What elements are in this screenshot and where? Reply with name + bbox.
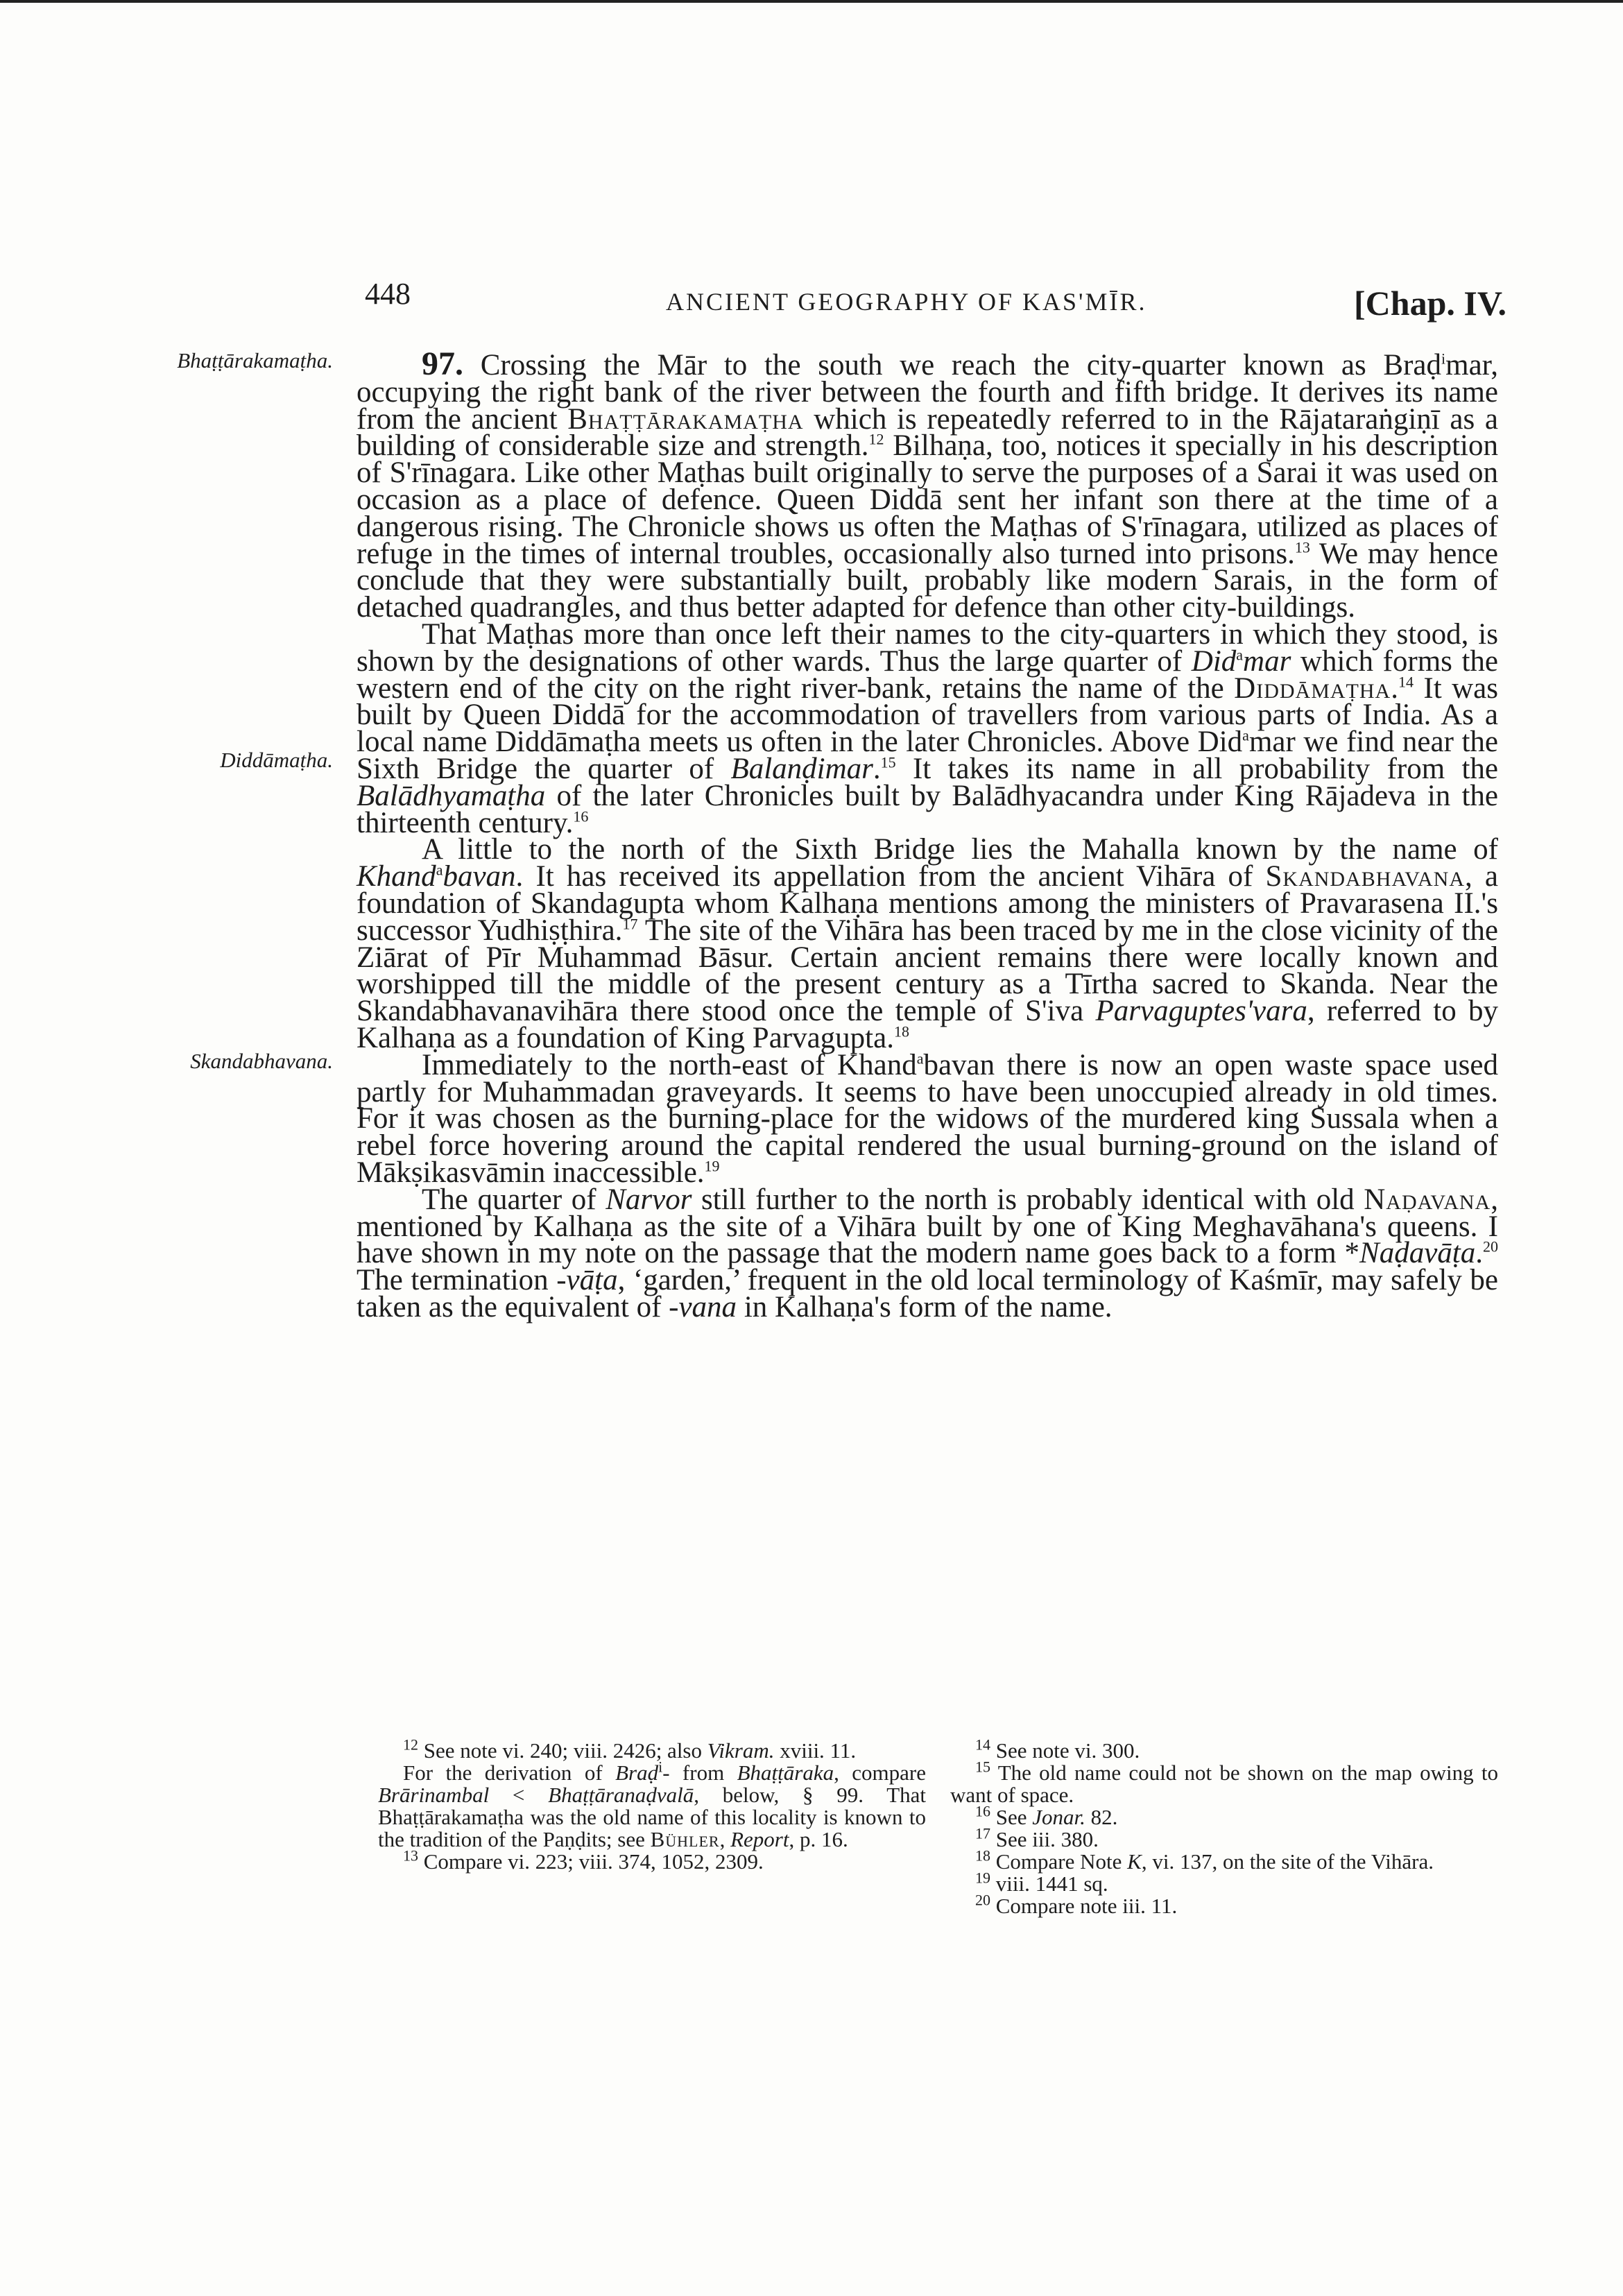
footnote-18 [950, 1847, 1498, 1874]
text: Bilhaṇa, too, notices it specially in his description of S'rīnagara. Like other Maṭhas built originally to serve the purposes of a Sarai it was used on occasion as a place of defence. Queen Diddā sent her infant son there at the time of a dangerous rising. The Chronicle shows us often the Maṭhas of S'rīnagara, utilized as places of refuge in the times of internal troubles, occasionally also turned into prisons. [357, 429, 1498, 570]
text: mar, occupying the right bank of the river between the fourth and fifth bridge. It derives its name from the ancient [357, 349, 1499, 436]
italic-text: Brārinambal [378, 1783, 490, 1807]
text: Compare note iii. 11. [995, 1894, 1178, 1918]
running-title: ANCIENT GEOGRAPHY OF KAS'MĪR. [666, 288, 1147, 316]
paragraph-diddamatha [357, 617, 1498, 839]
italic-text: Narvor [606, 1183, 692, 1216]
italic-text: Braḍ [615, 1760, 659, 1785]
text: 82. [1085, 1805, 1118, 1829]
italic-text: Report [730, 1827, 789, 1851]
footnote-ref: 15 [880, 753, 896, 771]
text: See [995, 1805, 1033, 1829]
italic-text: K [1127, 1849, 1142, 1874]
text: See iii. 380. [995, 1827, 1099, 1851]
place-name: Bhaṭṭārakamaṭha [567, 402, 804, 436]
superscript: a [436, 861, 443, 879]
text: , referred to by Kalhaṇa as a foundation of King Parvagupta. [357, 995, 1498, 1054]
superscript: a [916, 1050, 924, 1068]
footnote-12 [378, 1736, 926, 1763]
italic-text: Jonar. [1032, 1805, 1085, 1829]
text: which forms the western end of the city on the right river-bank, retains the name of the [357, 644, 1498, 705]
place-name: Naḍavana [1364, 1183, 1491, 1216]
page-number: 448 [365, 277, 411, 311]
footnote-number: 19 [975, 1869, 990, 1887]
footnote-ref: 19 [704, 1157, 720, 1175]
footnote-13 [378, 1847, 926, 1874]
footnote-17 [950, 1824, 1498, 1851]
text: Compare vi. 223; viii. 374, 1052, 2309. [423, 1849, 764, 1874]
text: Compare Note [995, 1849, 1128, 1874]
footnote-number: 15 [975, 1758, 990, 1776]
text: That Maṭhas more than once left their names to the city-quarters in which they stood, is shown by the designations of other wards. Thus the large quarter of [357, 617, 1498, 678]
footnote-15 [950, 1758, 1498, 1807]
text: still further to the north is probably identical with old [692, 1183, 1364, 1216]
top-rule [0, 0, 1623, 3]
text: in Kalhaṇa's form of the name. [737, 1290, 1113, 1323]
footnote-number: 12 [403, 1736, 418, 1754]
text: , a foundation of Skandagupta whom Kalhaṇa mentions among the ministers of Pravarasena II.'s successor Yudhiṣṭhira. [357, 860, 1498, 947]
chapter-label: [Chap. IV. [1354, 284, 1506, 323]
italic-text: mar [1243, 644, 1291, 678]
text: The termination - [357, 1264, 567, 1297]
text: See note vi. 240; viii. 2426; also [423, 1738, 707, 1763]
text: , p. 16. [789, 1827, 848, 1851]
paragraph-97 [357, 345, 1499, 624]
text: < [489, 1783, 549, 1807]
footnote-ref: 17 [622, 915, 638, 933]
superscript: i [1441, 350, 1446, 368]
italic-text: Bhaṭṭāranaḍvalā [548, 1783, 694, 1807]
italic-text: Khand [357, 860, 436, 893]
footnote-ref: 14 [1398, 673, 1414, 691]
text: The quarter of [422, 1183, 606, 1216]
paragraph-skandabhavana [357, 833, 1498, 1054]
italic-text: vana [678, 1290, 737, 1323]
place-name: Diddāmaṭha [1234, 671, 1391, 705]
footnotes-right-column [950, 1736, 1498, 1918]
text: viii. 1441 sq. [995, 1871, 1108, 1896]
text: , ‘garden,’ frequent in the old local terminology of Kaśmīr, may safely be taken as the equivalent of - [357, 1264, 1498, 1323]
text: , below, § 99. That Bhaṭṭārakamaṭha was the old name of this locality is known to the tradition of the Paṇḍits; see [378, 1783, 927, 1851]
margin-note-skandabhavana: Skandabhavana. [190, 1049, 333, 1073]
section-number: 97. [422, 345, 463, 382]
margin-note-bhattarakamatha: Bhaṭṭārakamaṭha. [177, 348, 333, 372]
footnote-number: 20 [975, 1891, 990, 1909]
footnote-ref: 18 [893, 1022, 909, 1040]
superscript: a [1236, 646, 1244, 664]
superscript: a [1242, 726, 1249, 744]
paragraph-burning-ground [357, 1048, 1499, 1189]
footnote-ref: 12 [868, 431, 884, 449]
text: See note vi. 300. [995, 1738, 1140, 1763]
text: For the derivation of [403, 1760, 616, 1785]
text: . [873, 752, 881, 785]
text: . It has received its appellation from the ancient Vihāra of [515, 860, 1266, 893]
footnote-12-continued [378, 1758, 927, 1851]
text: , vi. 137, on the site of the Vihāra. [1141, 1849, 1434, 1874]
text: , mentioned by Kalhaṇa as the site of a Vihāra built by one of King Meghavāhana's queens. I have shown in my note on the passage that the modern name goes back to a form * [357, 1183, 1498, 1270]
place-name: Skandabhavana [1265, 860, 1465, 893]
text: . [1475, 1237, 1483, 1270]
text: which is repeatedly referred to in the Rājataraṅgiṇī as a building of considerable size and strength. [357, 402, 1498, 463]
italic-text: vāṭa [566, 1264, 618, 1297]
text: The old name could not be shown on the map owing to want of space. [950, 1760, 1498, 1807]
footnote-20 [950, 1891, 1498, 1918]
footnote-ref: 20 [1483, 1237, 1498, 1256]
text: xviii. 11. [774, 1738, 857, 1763]
footnote-number: 17 [975, 1824, 990, 1842]
text: bavan there is now an open waste space used partly for Muhammadan graveyards. It seems to have been unoccupied already in old times. For it was chosen as the burning-place for the widows of the murdered king Sussala when a rebel force hovering around the capital rendered the usual burning-ground on the island of Mākṣikasvāmin inaccessible. [357, 1048, 1499, 1189]
italic-text: Vikram. [707, 1738, 775, 1763]
footnote-ref: 13 [1294, 538, 1310, 556]
footnote-19 [950, 1869, 1498, 1896]
text: It takes its name in all probability from the [895, 752, 1498, 785]
text: , compare [834, 1760, 926, 1785]
text: A little to the north of the Sixth Bridge lies the Mahalla known by the name of [422, 833, 1498, 866]
footnote-number: 18 [975, 1847, 990, 1865]
text: , [719, 1827, 731, 1851]
text: It was built by Queen Diddā for the accommodation of travellers from various parts of India. As a local name Diddāmaṭha meets us often in the later Chronicles. Above Did [357, 671, 1498, 759]
footnote-ref: 16 [573, 807, 589, 825]
text: of the later Chronicles built by Balādhyacandra under King Rājadeva in the thirteenth century. [357, 779, 1498, 839]
footnote-14 [950, 1736, 1498, 1763]
margin-note-diddamatha: Diddāmaṭha. [220, 748, 333, 772]
footnote-number: 14 [975, 1736, 990, 1754]
italic-text: Bhaṭṭāraka [737, 1760, 834, 1785]
paragraph-narvor [357, 1183, 1498, 1323]
text: We may hence conclude that they were substantially built, probably like modern Sarais, in the form of detached quadrangles, and thus better adapted for defence than other city-buildings. [357, 537, 1498, 624]
footnote-number: 16 [975, 1802, 990, 1820]
italic-text: Did [1191, 644, 1237, 678]
text: Crossing the Mār to the south we reach the city-quarter known as Braḍ [480, 349, 1441, 382]
text: mar we find near the Sixth Bridge the quarter of [357, 726, 1498, 785]
body-text [357, 345, 1499, 1323]
text: The site of the Vihāra has been traced by me in the close vicinity of the Ziārat of Pīr Muhammad Bāsur. Certain ancient remains there were locally known and worshipped till the middle of the present century as a Tīrtha sacred to Skanda. Near the Skandabhavanavihāra there stood once the temple of S'iva [357, 914, 1498, 1028]
italic-text: bavan [443, 860, 516, 893]
italic-text: Naḍavāṭa [1359, 1237, 1476, 1270]
italic-text: Balanḍimar [730, 752, 873, 785]
italic-text: Balādhyamaṭha [357, 779, 546, 812]
superscript: i [658, 1758, 663, 1776]
italic-text: Parvaguptes'vara [1095, 995, 1307, 1028]
footnote-16 [950, 1802, 1498, 1829]
footnotes-left-column [378, 1736, 927, 1874]
author-name: Bühler [650, 1827, 720, 1851]
text: - from [662, 1760, 737, 1785]
footnote-number: 13 [403, 1847, 418, 1865]
text: . [1391, 671, 1398, 705]
text: Immediately to the north-east of Khand [422, 1048, 917, 1081]
